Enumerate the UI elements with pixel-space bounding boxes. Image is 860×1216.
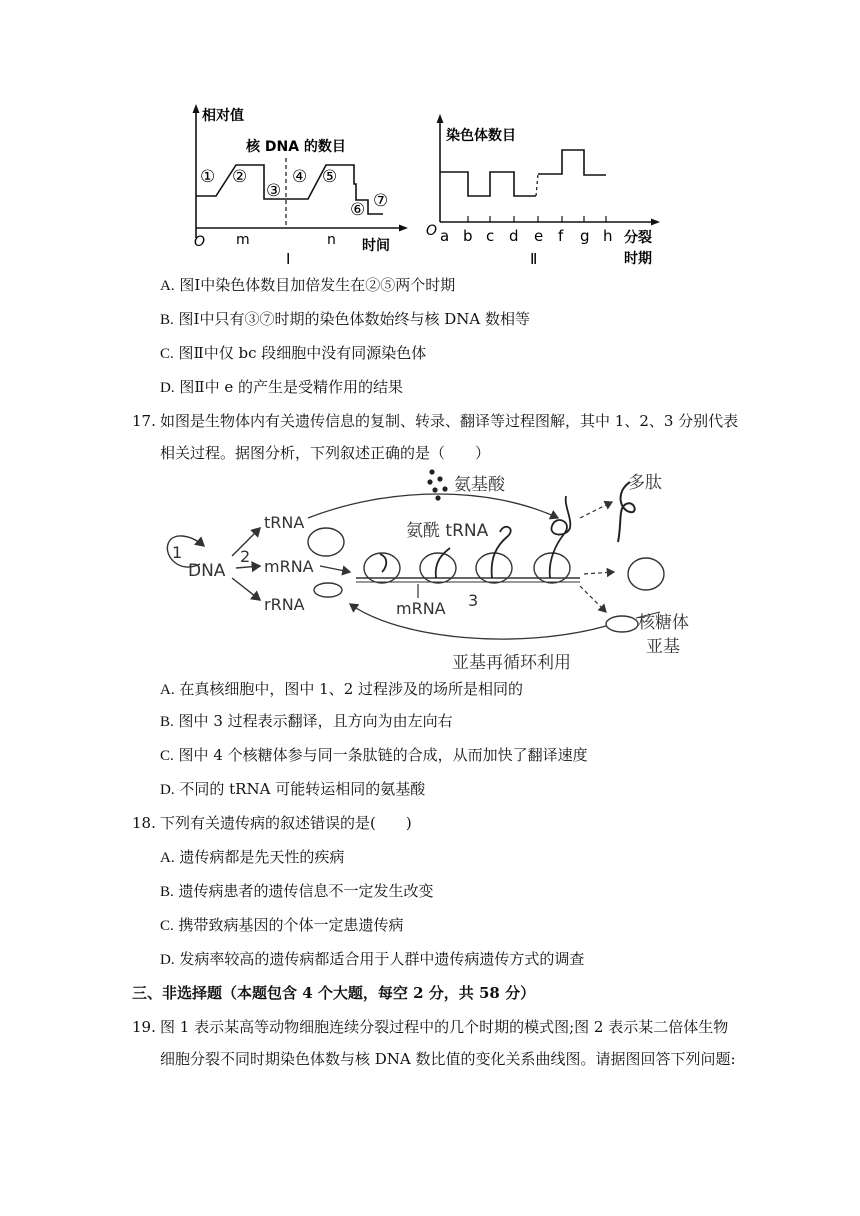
q18-stem: 下列有关遗传病的叙述错误的是( ) [160, 814, 412, 832]
fig2-x-label-1: 分裂 [624, 230, 652, 246]
recycle-label: 亚基再循环利用 [452, 653, 571, 673]
figure-1 [193, 104, 409, 268]
q18-number: 18. [132, 814, 156, 832]
arrow-to-rrna [232, 578, 260, 600]
ribosome-4-icon [534, 496, 570, 583]
fig2-roman: Ⅱ [530, 250, 538, 268]
q16-option-c: C. 图Ⅱ中仅 bc 段细胞中没有同源染色体 [160, 344, 427, 362]
fig1-stage-5: ⑤ [322, 167, 338, 187]
amino-acid-label: 氨基酸 [454, 475, 505, 495]
q18-option-d: D. 发病率较高的遗传病都适合用于人群中遗传病遗传方式的调查 [160, 950, 585, 968]
fig2-tick-a: a [440, 227, 450, 245]
mrna-to-strand-arrow [320, 566, 350, 572]
rrna-ellipse [314, 583, 342, 597]
fig2-dashed-segment [536, 174, 538, 196]
q17-stem-line1: 如图是生物体内有关遗传信息的复制、转录、翻译等过程图解，其中 1、2、3 分别代表 [160, 412, 739, 430]
q18-option-a: A. 遗传病都是先天性的疾病 [160, 848, 345, 866]
process-1-label: 1 [172, 543, 183, 562]
fig1-y-label: 相对值 [202, 108, 244, 124]
q16-option-d: D. 图Ⅱ中 e 的产生是受精作用的结果 [160, 378, 403, 396]
trna-label: tRNA [264, 513, 305, 532]
fig2-ticks [468, 216, 606, 222]
fig1-stage-4: ④ [292, 167, 308, 187]
q17-diagram [160, 462, 720, 674]
fig1-stage-6: ⑥ [350, 200, 366, 220]
q17-option-b: B. 图中 3 过程表示翻译，且方向为由左向右 [160, 712, 453, 730]
fig2-tick-b: b [463, 227, 473, 245]
q18-option-c: C. 携带致病基因的个体一定患遗传病 [160, 916, 404, 934]
figure-2 [426, 114, 660, 268]
q16-option-b: B. 图Ⅰ中只有③⑦时期的染色体数始终与核 DNA 数相等 [160, 310, 530, 328]
q16-option-a: A. 图Ⅰ中染色体数目加倍发生在②⑤两个时期 [160, 276, 456, 294]
fig1-curve-label: 核 DNA 的数目 [246, 139, 346, 155]
process-3-label: 3 [468, 591, 479, 610]
polypeptide-label: 多肽 [628, 473, 662, 493]
q19-number: 19. [132, 1018, 156, 1036]
top-figures [180, 98, 680, 270]
fig2-tick-e: e [534, 227, 544, 245]
fig2-tick-g: g [580, 227, 590, 245]
fig2-tick-f: f [558, 227, 564, 245]
fig2-tick-d: d [509, 227, 519, 245]
fig2-tick-c: c [486, 227, 495, 245]
fig2-tick-h: h [603, 227, 613, 245]
fig2-y-arrow [437, 114, 444, 123]
fig2-chromosome-curve [440, 172, 536, 196]
q19-line2: 细胞分裂不同时期染色体数与核 DNA 数比值的变化关系曲线图。请据图回答下列问题: [160, 1050, 736, 1068]
fig1-stage-3: ③ [266, 181, 282, 201]
fig2-x-arrow [651, 219, 660, 226]
fig2-chromosome-curve-2 [538, 150, 606, 175]
release-arrow-mid [584, 572, 614, 574]
q19-line1: 图 1 表示某高等动物细胞连续分裂过程中的几个时期的模式图;图 2 表示某二倍体生物 [160, 1018, 729, 1036]
fig2-y-label: 染色体数目 [446, 128, 516, 144]
fig1-stage-7: ⑦ [373, 191, 389, 211]
q17-option-d: D. 不同的 tRNA 可能转运相同的氨基酸 [160, 780, 426, 798]
large-subunit-icon [628, 558, 664, 590]
rrna-label: rRNA [264, 595, 305, 614]
q18-option-b: B. 遗传病患者的遗传信息不一定发生改变 [160, 882, 434, 900]
dna-label: DNA [188, 561, 226, 581]
release-arrow-top [580, 502, 612, 518]
aminoacyl-trna-label: 氨酰 tRNA [406, 521, 489, 541]
release-arrow-low [580, 586, 606, 612]
process-2-label: 2 [240, 547, 251, 566]
fig2-x-label-2: 时期 [624, 251, 652, 267]
fig1-x-arrow [399, 225, 408, 232]
mrna-label: mRNA [264, 557, 314, 576]
small-subunit-icon [606, 616, 638, 632]
fig1-m-label: m [236, 232, 250, 248]
fig1-y-arrow [193, 104, 200, 113]
fig2-origin: O [426, 223, 438, 239]
q17-number: 17. [132, 412, 156, 430]
trna-ellipse [308, 528, 344, 556]
fig1-x-label: 时间 [362, 238, 390, 254]
subunit-label-2: 亚基 [646, 637, 680, 657]
fig1-n-label: n [327, 232, 336, 248]
q17-option-a: A. 在真核细胞中，图中 1、2 过程涉及的场所是相同的 [160, 680, 524, 698]
fig1-origin: O [194, 234, 206, 250]
mrna-below-label: mRNA [396, 599, 446, 618]
fig1-stage-2: ② [232, 167, 248, 187]
fig1-stage-1: ① [200, 167, 216, 187]
q17-option-c: C. 图中 4 个核糖体参与同一条肽链的合成，从而加快了翻译速度 [160, 746, 588, 764]
arrow-to-mrna [236, 566, 260, 568]
trna-arc [308, 494, 558, 518]
subunit-label-1: 核糖体 [638, 613, 689, 633]
q17-stem-line2: 相关过程。据图分析，下列叙述正确的是（ ） [160, 444, 491, 462]
amino-acid-dots [427, 469, 447, 500]
section3-title: 三、非选择题（本题包含 4 个大题，每空 2 分，共 58 分） [132, 984, 536, 1002]
fig1-roman: Ⅰ [286, 250, 291, 268]
